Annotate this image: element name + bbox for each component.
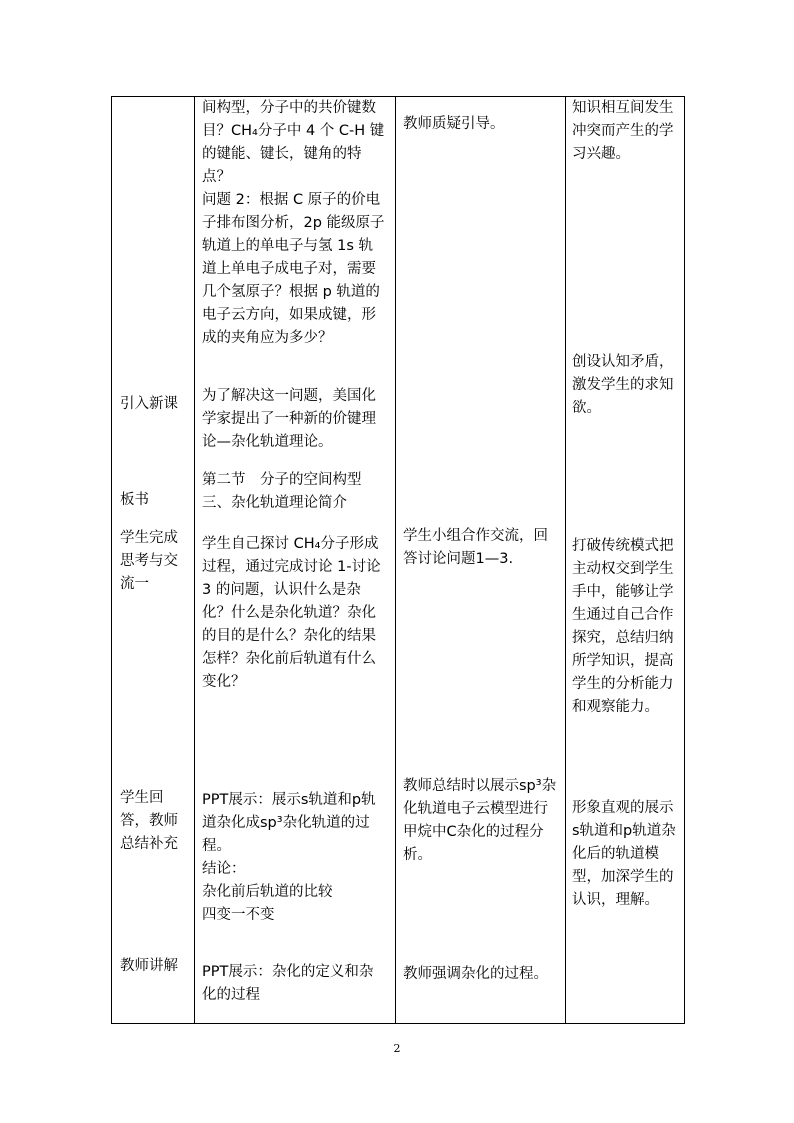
intent-text: 形象直观的展示s轨道和p轨道杂化后的轨道模型，加深学生的认识，理解。 — [572, 800, 676, 908]
stage-label: 教师讲解 — [120, 958, 178, 974]
intent-text: 知识相互间发生冲突而产生的学习兴趣。 — [572, 100, 674, 162]
content-column — [195, 97, 396, 1024]
lesson-plan-table — [111, 96, 685, 1024]
teacher-activity-column — [396, 97, 566, 1024]
table-row — [112, 97, 685, 1024]
explore-text: 学生自己探讨 CH₄分子形成过程，通过完成讨论 1-讨论 3 的问题，认识什么是杂化？什么是杂化轨道？杂化的目的是什么？杂化的结果怎样？杂化前后轨道有什么变化？ — [202, 536, 381, 690]
stage-label: 学生回 答，教师 总结补充 — [120, 790, 178, 852]
board-text: 第二节 分子的空间构型 三、杂化轨道理论简介 — [202, 472, 362, 511]
intent-column — [566, 97, 685, 1024]
stage-label: 板书 — [120, 492, 149, 508]
intent-text: 创设认知矛盾，激发学生的求知欲。 — [572, 354, 674, 416]
intro-text: 为了解决这一问题，美国化学家提出了一种新的价键理论—杂化轨道理论。 — [202, 388, 376, 450]
activity-text: 教师总结时以展示sp³杂化轨道电子云模型进行甲烷中C杂化的过程分析。 — [403, 778, 557, 863]
question-text: 间构型，分子中的共价键数目？CH₄分子中 4 个 C-H 键的键能、键长，键角的特点？ 问题 2：根据 C 原子的价电子排布图分析，2p 能级原子轨道上的单电子与氢 1s 轨道上单电子成电子对，需要几个氢原子？根据 p 轨道的电子云方向，如果成键，形成的夹角应为多少？ — [202, 100, 385, 346]
page-number: 2 — [393, 1042, 401, 1055]
stage-label: 学生完成 思考与交 流一 — [120, 530, 178, 592]
activity-text: 教师质疑引导。 — [403, 116, 505, 132]
stage-label: 引入新课 — [120, 396, 178, 412]
intent-text: 打破传统模式把主动权交到学生手中，能够让学生通过自己合作探究，总结归纳所学知识，提高学生的分析能力和观察能力。 — [572, 538, 674, 715]
stage-column — [112, 97, 195, 1024]
activity-text: 教师强调杂化的过程。 — [403, 966, 548, 982]
ppt-text: PPT展示：杂化的定义和杂化的过程 — [202, 964, 374, 1003]
activity-text: 学生小组合作交流，回答讨论问题1—3. — [403, 528, 548, 567]
ppt-text: PPT展示：展示s轨道和p轨道杂化成sp³杂化轨道的过程。 结论： 杂化前后轨道的比较 四变一不变 — [202, 792, 376, 923]
